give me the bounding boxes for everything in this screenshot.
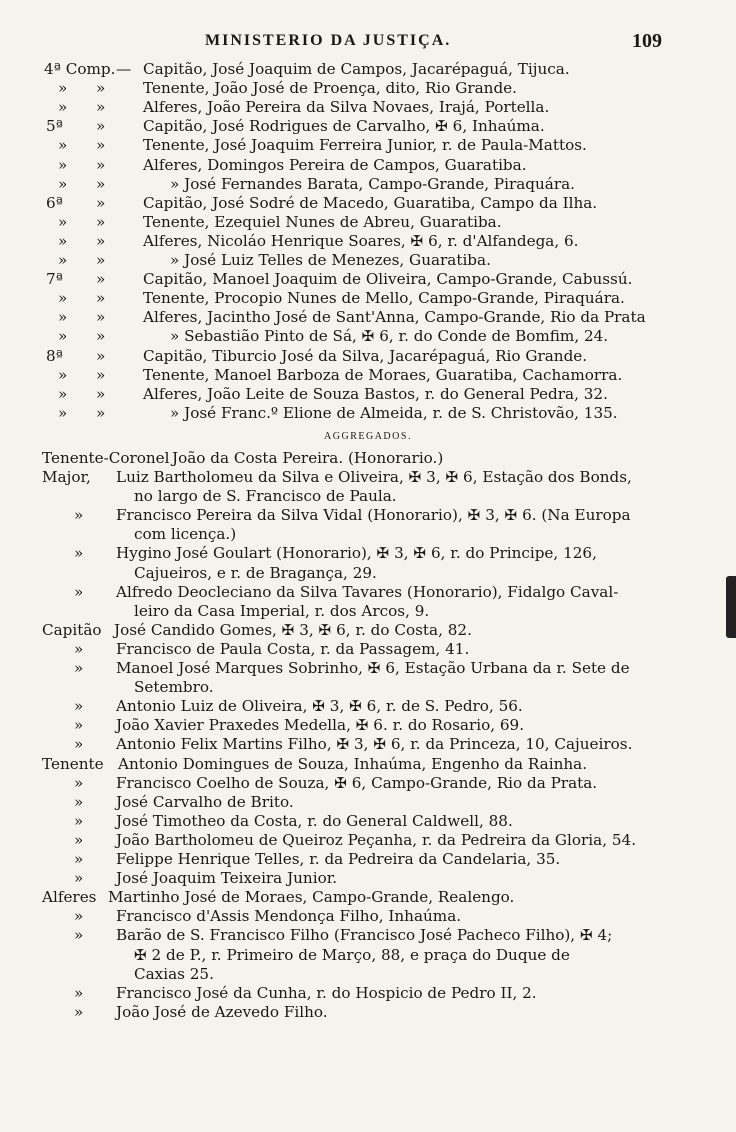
rank-label: Tenente-Coronel: [42, 448, 170, 467]
company-entry: [0, 251, 736, 270]
aggregado-entry-text: João Bartholomeu de Queiroz Peçanha, r. da Pedreira da Gloria, 54.: [116, 830, 637, 849]
aggregado-entry-text: João da Costa Pereira. (Honorario.): [172, 448, 444, 467]
aggregado-entry-text: José Joaquim Teixeira Junior.: [116, 869, 338, 888]
aggregado-entry: [0, 946, 736, 965]
company-number: 8ª: [46, 346, 63, 365]
aggregado-entry-text: Francisco d'Assis Mendonça Filho, Inhaúma.: [116, 907, 462, 926]
company-entry: [0, 60, 736, 79]
aggregado-entry-text: João José de Azevedo Filho.: [116, 1002, 328, 1021]
aggregado-entry-text: Alfredo Deocleciano da Silva Tavares (Honorario), Fidalgo Caval-: [116, 582, 619, 601]
rank-label: »: [74, 811, 84, 830]
aggregado-entry-text: com licença.): [134, 525, 237, 544]
rank-label: »: [74, 869, 84, 888]
company-entry: [0, 308, 736, 327]
rank-label: »: [74, 716, 84, 735]
rank-label: »: [74, 735, 84, 754]
ditto-mark: »: [96, 136, 106, 155]
aggregado-entry: [0, 735, 736, 754]
rank-label: »: [74, 1002, 84, 1021]
ditto-mark: »: [96, 231, 106, 250]
ditto-mark: »: [96, 327, 106, 346]
company-number: 6ª: [46, 193, 63, 212]
company-entry: [0, 327, 736, 346]
aggregado-entry-text: Felippe Henrique Telles, r. da Pedreira da Candelaria, 35.: [116, 850, 561, 868]
company-entry-text: » José Fernandes Barata, Campo-Grande, Piraquára.: [170, 174, 575, 193]
aggregado-entry: [0, 525, 736, 544]
aggregado-entry: [0, 678, 736, 697]
ditto-mark: »: [96, 384, 106, 403]
ditto-mark: —: [116, 60, 132, 78]
company-number: 7ª: [46, 270, 63, 289]
company-entry-text: Tenente, Procopio Nunes de Mello, Campo-Grande, Piraquára.: [143, 289, 625, 308]
company-entry: [0, 270, 736, 289]
ditto-mark: »: [96, 270, 106, 289]
company-entry-text: Tenente, Ezequiel Nunes de Abreu, Guaratiba.: [143, 212, 502, 231]
company-entry: [0, 366, 736, 385]
company-entry-text: Capitão, José Sodré de Macedo, Guaratiba, Campo da Ilha.: [143, 193, 598, 212]
company-entry: [0, 347, 736, 366]
aggregados-heading: AGGREGADOS.: [324, 430, 412, 442]
rank-label: »: [74, 926, 84, 945]
company-entry-text: Alferes, João Pereira da Silva Novaes, Irajá, Portella.: [143, 98, 550, 117]
rank-label: Alferes: [42, 888, 97, 907]
aggregado-entry: [0, 602, 736, 621]
aggregado-entry-text: Manoel José Marques Sobrinho, ✠ 6, Estação Urbana da r. Sete de: [116, 659, 630, 677]
aggregado-entry-text: José Candido Gomes, ✠ 3, ✠ 6, r. do Costa, 82.: [114, 620, 472, 639]
aggregado-entry: [0, 907, 736, 926]
aggregado-entry: [0, 564, 736, 583]
company-number: »: [58, 155, 68, 174]
aggregado-entry: [0, 850, 736, 869]
company-entry-text: Alferes, Domingos Pereira de Campos, Guaratiba.: [143, 155, 527, 174]
aggregado-entry: [0, 774, 736, 793]
company-number: »: [58, 251, 68, 269]
aggregado-entry-text: José Timotheo da Costa, r. do General Caldwell, 88.: [116, 811, 513, 830]
company-entry-text: Capitão, José Rodrigues de Carvalho, ✠ 6, Inhaúma.: [143, 117, 545, 136]
aggregado-entry: [0, 468, 736, 487]
company-entry: [0, 79, 736, 98]
rank-label: Tenente: [42, 754, 104, 773]
company-number: »: [58, 327, 68, 346]
company-entry: [0, 404, 736, 423]
company-number: »: [58, 174, 68, 193]
company-number: »: [58, 136, 68, 155]
page-title: MINISTERIO DA JUSTIÇA.: [205, 32, 452, 49]
company-entry-text: Capitão, José Joaquim de Campos, Jacarépaguá, Tijuca.: [143, 60, 570, 78]
page-header: [0, 24, 736, 54]
company-number: »: [58, 98, 68, 117]
aggregado-entry-text: Francisco Coelho de Souza, ✠ 6, Campo-Grande, Rio da Prata.: [116, 773, 598, 792]
aggregado-entry-text: Francisco de Paula Costa, r. da Passagem, 41.: [116, 639, 470, 658]
ditto-mark: »: [96, 212, 106, 231]
rank-label: »: [74, 659, 84, 677]
rank-label: »: [74, 850, 84, 868]
aggregado-entry-text: João Xavier Praxedes Medella, ✠ 6. r. do Rosario, 69.: [116, 716, 525, 735]
company-entry-text: » Sebastião Pinto de Sá, ✠ 6, r. do Conde de Bomfim, 24.: [170, 327, 609, 346]
rank-label: »: [74, 983, 84, 1002]
aggregado-entry: [0, 926, 736, 945]
company-number: »: [58, 365, 68, 384]
aggregado-entry-text: Antonio Luiz de Oliveira, ✠ 3, ✠ 6, r. de S. Pedro, 56.: [116, 697, 523, 716]
aggregado-entry-text: Setembro.: [134, 678, 214, 697]
company-entry: [0, 385, 736, 404]
aggregado-entry: [0, 888, 736, 907]
ditto-mark: »: [96, 308, 106, 327]
rank-label: Capitão: [42, 620, 102, 639]
rank-label: »: [74, 830, 84, 849]
company-number: 4ª Comp.: [44, 60, 116, 78]
page-number: 109: [632, 30, 662, 52]
company-number: »: [58, 403, 68, 422]
page-edge-tab-mark: [726, 576, 736, 638]
aggregado-entry-text: Cajueiros, e r. de Bragança, 29.: [134, 563, 377, 582]
aggregado-entry-text: Caxias 25.: [134, 964, 214, 983]
aggregado-entry: [0, 984, 736, 1003]
company-entry: [0, 136, 736, 155]
aggregado-entry-text: Barão de S. Francisco Filho (Francisco José Pacheco Filho), ✠ 4;: [116, 926, 613, 945]
company-entry: [0, 98, 736, 117]
aggregado-entry-text: ✠ 2 de P., r. Primeiro de Março, 88, e praça do Duque de: [134, 945, 570, 964]
aggregado-entry: [0, 812, 736, 831]
company-entry-text: Alferes, Nicoláo Henrique Soares, ✠ 6, r. d'Alfandega, 6.: [143, 231, 579, 250]
company-entry: [0, 117, 736, 136]
aggregado-entry: [0, 621, 736, 640]
aggregado-entry-text: leiro da Casa Imperial, r. dos Arcos, 9.: [134, 601, 430, 620]
ditto-mark: »: [96, 174, 106, 193]
aggregado-entry-text: Hygino José Goulart (Honorario), ✠ 3, ✠ 6, r. do Principe, 126,: [116, 544, 597, 563]
ditto-mark: »: [96, 346, 106, 365]
ditto-mark: »: [96, 251, 106, 269]
ditto-mark: »: [96, 155, 106, 174]
company-entry-text: Tenente, Manoel Barboza de Moraes, Guaratiba, Cachamorra.: [143, 365, 623, 384]
aggregado-entry-text: Antonio Domingues de Souza, Inhaúma, Engenho da Rainha.: [118, 754, 588, 773]
rank-label: »: [74, 773, 84, 792]
aggregado-entry: [0, 659, 736, 678]
company-entry: [0, 289, 736, 308]
company-entry: [0, 175, 736, 194]
aggregado-entry: [0, 965, 736, 984]
aggregado-entry-text: no largo de S. Francisco de Paula.: [134, 487, 397, 506]
aggregado-entry: [0, 716, 736, 735]
rank-label: »: [74, 907, 84, 926]
company-number: »: [58, 308, 68, 327]
company-entry-text: Alferes, Jacintho José de Sant'Anna, Campo-Grande, Rio da Prata: [143, 308, 646, 327]
ditto-mark: »: [96, 365, 106, 384]
aggregado-entry: [0, 640, 736, 659]
rank-label: »: [74, 506, 84, 525]
rank-label: Major,: [42, 468, 91, 486]
ditto-mark: »: [96, 193, 106, 212]
company-number: »: [58, 231, 68, 250]
aggregado-entry-text: Antonio Felix Martins Filho, ✠ 3, ✠ 6, r. da Princeza, 10, Cajueiros.: [116, 735, 633, 754]
company-entry-text: Alferes, João Leite de Souza Bastos, r. do General Pedra, 32.: [143, 384, 608, 403]
aggregado-entry-text: José Carvalho de Brito.: [116, 792, 294, 811]
aggregado-entry: [0, 1003, 736, 1022]
company-entry-text: Tenente, João José de Proença, dito, Rio Grande.: [143, 79, 517, 98]
rank-label: »: [74, 544, 84, 563]
company-entry-text: Capitão, Manoel Joaquim de Oliveira, Campo-Grande, Cabussú.: [143, 270, 633, 289]
rank-label: »: [74, 697, 84, 716]
ditto-mark: »: [96, 98, 106, 117]
ditto-mark: »: [96, 403, 106, 422]
company-entry-text: » José Franc.º Elione de Almeida, r. de S. Christovão, 135.: [170, 403, 618, 422]
company-number: »: [58, 384, 68, 403]
aggregado-entry: [0, 544, 736, 563]
aggregado-entry: [0, 487, 736, 506]
aggregado-entry: [0, 755, 736, 774]
aggregado-entry: [0, 449, 736, 468]
company-entry: [0, 232, 736, 251]
company-entry-text: » José Luiz Telles de Menezes, Guaratiba.: [170, 251, 491, 269]
aggregado-entry-text: Luiz Bartholomeu da Silva e Oliveira, ✠ 3, ✠ 6, Estação dos Bonds,: [116, 468, 632, 486]
aggregado-entry: [0, 506, 736, 525]
company-entry-text: Tenente, José Joaquim Ferreira Junior, r. de Paula-Mattos.: [143, 136, 587, 155]
aggregado-entry-text: Martinho José de Moraes, Campo-Grande, Realengo.: [108, 888, 515, 907]
aggregado-entry: [0, 793, 736, 812]
company-number: »: [58, 212, 68, 231]
aggregado-entry: [0, 869, 736, 888]
rank-label: »: [74, 792, 84, 811]
aggregado-entry: [0, 697, 736, 716]
company-entry: [0, 213, 736, 232]
aggregado-entry-text: Francisco Pereira da Silva Vidal (Honorario), ✠ 3, ✠ 6. (Na Europa: [116, 506, 631, 525]
aggregado-entry: [0, 831, 736, 850]
rank-label: »: [74, 639, 84, 658]
aggregado-entry: [0, 583, 736, 602]
company-number: »: [58, 289, 68, 308]
company-entry: [0, 194, 736, 213]
company-entry-text: Capitão, Tiburcio José da Silva, Jacarépaguá, Rio Grande.: [143, 346, 588, 365]
ditto-mark: »: [96, 117, 106, 136]
ditto-mark: »: [96, 289, 106, 308]
rank-label: »: [74, 582, 84, 601]
company-entry: [0, 156, 736, 175]
ditto-mark: »: [96, 79, 106, 98]
company-number: 5ª: [46, 117, 63, 136]
company-number: »: [58, 79, 68, 98]
aggregado-entry-text: Francisco José da Cunha, r. do Hospicio de Pedro II, 2.: [116, 983, 537, 1002]
